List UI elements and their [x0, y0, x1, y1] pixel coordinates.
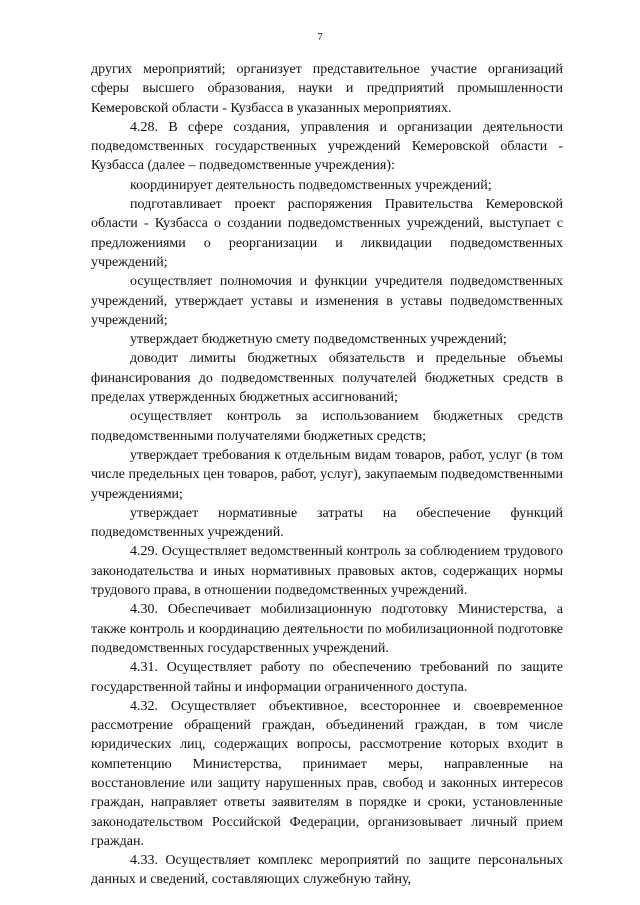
- paragraph-4-32: 4.32. Осуществляет объективное, всестороннее и своевременное рассмотрение обращений граждан, объединений граждан, в том числе юридических лиц, содержащих вопросы, рассмотрение которых входит в компетенцию Министерства, принимает меры, направленные на восстановление или защиту нарушенных прав, свобод и законных интересов граждан, направляет ответы заявителям в порядке и сроки, установленные законодательством Российской Федерации, организовывает личный прием граждан.: [91, 698, 563, 849]
- paragraph-4-33: 4.33. Осуществляет комплекс мероприятий по защите персональных данных и сведений, составляющих служебную тайну,: [91, 853, 563, 888]
- page-number: 7: [317, 31, 323, 43]
- paragraph-4-29: 4.29. Осуществляет ведомственный контроль за соблюдением трудового законодательства и иных нормативных правовых актов, содержащих нормы трудового права, в отношении подведомственных учреждений.: [91, 544, 563, 599]
- paragraph-procurement-requirements: утверждает требования к отдельным видам товаров, работ, услуг (в том числе предельных цен товаров, работ, услуг), закупаемым подведомственными учреждениями;: [91, 447, 563, 502]
- paragraph-founder-functions: осуществляет полномочия и функции учредителя подведомственных учреждений, утверждает уставы и изменения в уставы подведомственных учреждений;: [91, 274, 563, 328]
- paragraph-4-28: 4.28. В сфере создания, управления и организации деятельности подведомственных государственных учреждений Кемеровской области - Кузбасса (далее – подведомственные учреждения):: [91, 119, 563, 174]
- paragraph-budget-control: осуществляет контроль за использованием бюджетных средств подведомственными получателями бюджетных средств;: [91, 409, 563, 444]
- paragraph-continuation: других мероприятий; организует представительное участие организаций сферы высшего образования, науки и предприятий промышленности Кемеровской области - Кузбасса в указанных мероприятиях.: [91, 62, 563, 116]
- paragraph-coordinates: координирует деятельность подведомственных учреждений;: [130, 177, 492, 193]
- paragraph-budget-estimate: утверждает бюджетную смету подведомственных учреждений;: [130, 332, 507, 348]
- paragraph-prepares-draft: подготавливает проект распоряжения Правительства Кемеровской области - Кузбасса о создании подведомственных учреждений, выступает с предложениями о реорганизации и ликвидации подведомственных учреждений;: [91, 197, 563, 270]
- paragraph-4-31: 4.31. Осуществляет работу по обеспечению требований по защите государственной тайны и информации ограниченного доступа.: [91, 660, 563, 695]
- paragraph-4-30: 4.30. Обеспечивает мобилизационную подготовку Министерства, а также контроль и координацию деятельности по мобилизационной подготовке подведомственных государственных учреждений.: [91, 602, 563, 656]
- document-body: [91, 60, 563, 890]
- paragraph-normative-costs: утверждает нормативные затраты на обеспечение функций подведомственных учреждений.: [91, 505, 563, 541]
- paragraph-budget-limits: доводит лимиты бюджетных обязательств и предельные объемы финансирования до подведомственных получателей бюджетных средств в пределах утвержденных бюджетных ассигнований;: [91, 351, 563, 406]
